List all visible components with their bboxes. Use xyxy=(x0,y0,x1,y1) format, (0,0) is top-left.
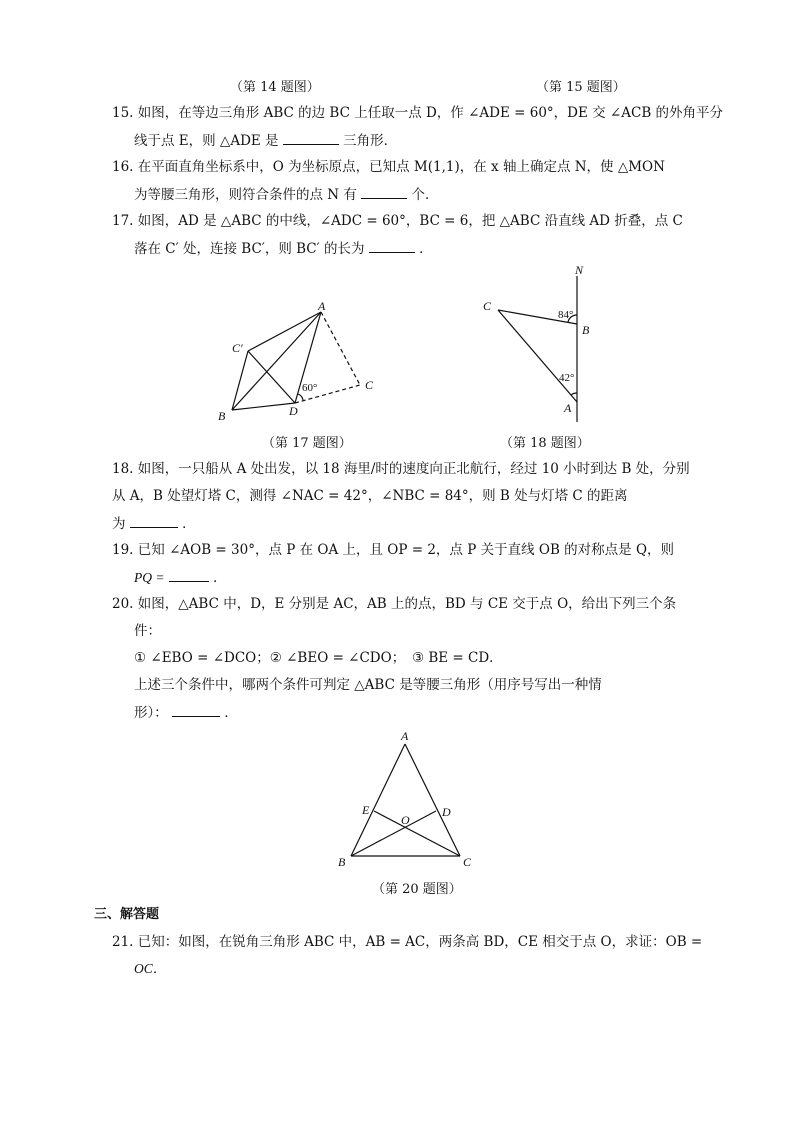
q21-line2: OC． xyxy=(134,961,167,976)
q21-text1: 已知：如图，在锐角三角形 ABC 中，AB = AC，两条高 BD，CE 相交于点 O，求证：OB = xyxy=(137,934,703,950)
fig20-label-E: E xyxy=(362,803,370,817)
q15-text2b: 三角形． xyxy=(343,133,398,149)
q16-text2a: 为等腰三角形，则符合条件的点 N 有 xyxy=(134,187,357,203)
q16-number: 16. xyxy=(112,159,134,175)
q18-line1 xyxy=(112,460,690,478)
q18-text3a: 为 xyxy=(112,516,126,532)
q19-text2a: PQ = xyxy=(134,570,165,585)
q20-number: 20. xyxy=(112,596,134,612)
q15-text2a: 线于点 E，则 △ADE 是 xyxy=(134,133,279,149)
fig18-caption: （第 18 题图） xyxy=(500,436,590,451)
q16-text1: 在平面直角坐标系中，O 为坐标原点，已知点 M(1,1)，在 x 轴上确定点 N，使 △MON xyxy=(137,159,665,175)
fig20-segment-AB xyxy=(351,744,405,856)
fig20-segment-BD xyxy=(351,811,436,856)
fig17-label-A: A xyxy=(318,299,326,313)
q16-line1 xyxy=(112,158,665,176)
fig17-angle-arc xyxy=(298,394,303,400)
q18-text1: 如图，一只船从 A 处出发，以 18 海里/时的速度向正北航行，经过 10 小时到达 B 处，分别 xyxy=(137,461,690,477)
q21-line1 xyxy=(112,933,702,951)
q19-text2b: ． xyxy=(213,570,227,586)
q20-line5 xyxy=(134,703,238,722)
q17-text2b: ． xyxy=(419,241,433,257)
q18-text3b: ． xyxy=(182,516,196,532)
fig18-angle-top-label: 84° xyxy=(558,309,574,321)
q19-line2 xyxy=(134,568,227,587)
fig17-segment-AC-prime xyxy=(248,312,321,351)
fig20-diagram xyxy=(336,726,476,871)
fig14-caption: （第 14 题图） xyxy=(230,80,320,95)
fig20-caption: （第 20 题图） xyxy=(372,882,462,897)
fig18-angle-arc-A xyxy=(571,393,577,395)
q19-text1: 已知 ∠AOB = 30°，点 P 在 OA 上，且 OP = 2，点 P 关于直线 OB 的对称点是 Q，则 xyxy=(137,542,675,558)
fig17-angle-label: 60° xyxy=(302,382,318,394)
q21-number: 21. xyxy=(112,934,134,950)
fig17-segment-AC-dashed xyxy=(321,312,360,385)
fig18-label-N: N xyxy=(575,263,584,277)
q17-number: 17. xyxy=(112,213,134,229)
section-heading: 三、解答题 xyxy=(94,907,160,922)
q20-line1 xyxy=(112,595,676,613)
q20-conditions: ① ∠EBO = ∠DCO；② ∠BEO = ∠CDO； ③ BE = CD． xyxy=(134,650,503,666)
q20-line4: 上述三个条件中，哪两个条件可判定 △ABC 是等腰三角形（用序号写出一种情 xyxy=(134,677,602,693)
fig17-label-C-prime: C′ xyxy=(232,341,243,355)
fig18-segment-CA xyxy=(498,310,577,402)
q16-line2 xyxy=(134,185,439,204)
q20-line2: 件： xyxy=(134,623,161,639)
fig18-label-A: A xyxy=(564,401,572,415)
q15-line2 xyxy=(134,131,397,150)
q19-answer-blank[interactable] xyxy=(169,568,209,582)
fig20-label-A: A xyxy=(401,729,409,743)
fig17-label-D: D xyxy=(289,404,298,418)
q15-text1: 如图，在等边三角形 ABC 的边 BC 上任取一点 D，作 ∠ADE = 60°，DE 交 ∠ACB 的外角平分 xyxy=(137,105,724,121)
q18-answer-blank[interactable] xyxy=(130,514,178,528)
fig18-label-C: C xyxy=(483,299,492,313)
fig20-label-O: O xyxy=(401,813,410,827)
fig18-diagram xyxy=(476,262,606,427)
q17-line2 xyxy=(134,239,433,258)
q15-number: 15. xyxy=(112,105,134,121)
q20-text5b: ． xyxy=(224,705,238,721)
fig17-caption: （第 17 题图） xyxy=(262,436,352,451)
q17-text2a: 落在 C′ 处，连接 BC′，则 BC′ 的长为 xyxy=(134,241,365,257)
q19-number: 19. xyxy=(112,542,134,558)
q18-line2: 从 A，B 处望灯塔 C，测得 ∠NAC = 42°，∠NBC = 84°，则 B 处与灯塔 C 的距离 xyxy=(112,488,628,504)
q20-text5a: 形）： xyxy=(134,705,168,721)
fig17-label-B: B xyxy=(218,409,226,423)
q18-number: 18. xyxy=(112,461,134,477)
fig20-label-C: C xyxy=(463,855,472,869)
fig20-label-D: D xyxy=(442,805,451,819)
q18-line3 xyxy=(112,514,196,533)
fig18-label-B: B xyxy=(582,323,590,337)
fig17-segment-C-prime-D xyxy=(248,351,295,403)
q16-answer-blank[interactable] xyxy=(361,185,407,199)
fig20-label-B: B xyxy=(338,855,346,869)
q17-text1: 如图，AD 是 △ABC 的中线，∠ADC = 60°，BC = 6，把 △ABC 沿直线 AD 折叠，点 C xyxy=(137,213,683,229)
q19-line1 xyxy=(112,541,674,559)
fig17-diagram xyxy=(210,298,390,428)
fig17-segment-BD xyxy=(232,403,295,410)
fig18-angle-bottom-label: 42° xyxy=(559,372,575,384)
fig15-caption: （第 15 题图） xyxy=(536,80,626,95)
q15-answer-blank[interactable] xyxy=(283,131,339,145)
q17-answer-blank[interactable] xyxy=(369,239,415,253)
q20-answer-blank[interactable] xyxy=(172,703,220,717)
q20-text1: 如图，△ABC 中，D，E 分别是 AC，AB 上的点，BD 与 CE 交于点 O，给出下列三个条 xyxy=(137,596,677,612)
fig17-label-C: C xyxy=(365,378,374,392)
fig20-segment-AC xyxy=(405,744,460,856)
q16-text2b: 个． xyxy=(411,187,439,203)
q17-line1 xyxy=(112,212,683,230)
q15-line1 xyxy=(112,104,723,122)
